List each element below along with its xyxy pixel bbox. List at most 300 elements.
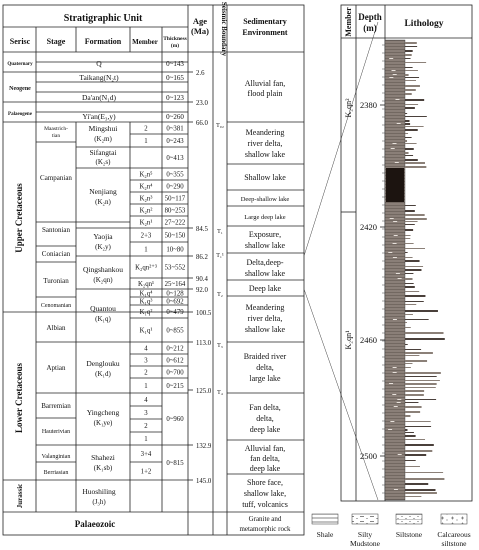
- env-shore-2: shallow lake,: [243, 489, 287, 498]
- boundary-t02: T₀₂: [216, 123, 224, 129]
- member-label: K₂n⁵: [139, 171, 153, 179]
- age-value: 66.0: [196, 120, 208, 127]
- stage-valanginian: Valanginian: [41, 454, 71, 460]
- lithology-bar: [405, 278, 413, 280]
- stage-barremian: Barremian: [41, 402, 71, 410]
- depth-label: 2420: [360, 222, 377, 232]
- member-label: 4: [144, 345, 148, 353]
- lithology-bar: [405, 126, 424, 127]
- stage-santonian: Santonian: [42, 226, 70, 234]
- env-delta: Delta,deep-: [246, 258, 284, 267]
- member-label: K₂n⁴: [139, 183, 153, 191]
- lithology-bar: [405, 89, 416, 91]
- env-deep-lake: Deep lake: [248, 284, 282, 293]
- lithology-lamina: [391, 148, 395, 149]
- member-thickness: 0~215: [166, 383, 184, 390]
- lithology-bar: [405, 155, 413, 156]
- depth-axis: [360, 45, 385, 493]
- lithology-bar: [405, 439, 425, 440]
- member-label: K₂qn¹: [137, 281, 155, 288]
- lithology-bar: [405, 406, 422, 408]
- series-palaeozoic: Palaeozoic: [74, 519, 116, 529]
- env-alluvial-2c: deep lake: [249, 464, 281, 473]
- member-label: K₂n¹: [139, 219, 153, 227]
- legend-mudstone: Mudstone: [350, 539, 380, 548]
- formation-mingshui-code: (K₂m): [94, 135, 112, 143]
- lithology-bar: [405, 349, 421, 350]
- legend-swatch-silty-mudstone: [352, 514, 378, 524]
- lithology-bar: [405, 399, 436, 400]
- env-alluvial-2b: fan delta,: [250, 454, 280, 463]
- lithology-bar: [405, 62, 426, 63]
- lithology-bar: [405, 148, 414, 150]
- lithology-bar: [405, 367, 411, 368]
- lithology-bar: [405, 273, 413, 274]
- lithology-bar: [405, 355, 419, 356]
- env-braided: Braided river: [243, 352, 287, 361]
- header-formation: Formation: [84, 37, 122, 46]
- formation-daan: Da'an(N₁d): [82, 93, 116, 102]
- member-thickness: 0~815: [166, 460, 184, 467]
- member-label: K₁q¹: [139, 327, 153, 335]
- formation-qingshankou: Qingshankou: [83, 265, 123, 274]
- lithology-bar: [405, 159, 418, 161]
- env-exposure: Exposure,: [248, 230, 282, 239]
- formation-huoshiling-code: (J₃h): [92, 498, 106, 506]
- lithology-bar: [405, 286, 415, 288]
- formation-denglouku: Denglouku: [86, 359, 120, 368]
- lithology-bar: [405, 248, 425, 249]
- lithology-bar: [405, 238, 410, 239]
- log-member-lower: K₂qn¹: [344, 330, 353, 350]
- lithology-lamina: [394, 406, 398, 407]
- age-value: 145.0: [196, 478, 212, 485]
- lithology-bar: [405, 344, 408, 345]
- header-sed-env: Sedimentary: [243, 17, 287, 26]
- lithology-bar: [405, 77, 419, 78]
- lithology-bar: [405, 450, 432, 452]
- member-thickness: 0~855: [166, 327, 184, 335]
- lithology-bar: [405, 415, 410, 417]
- lithology-bar: [405, 295, 425, 297]
- lithology-bar: [405, 162, 425, 164]
- member-label: K₂n²: [139, 207, 153, 215]
- env-fan-delta: Fan delta,: [249, 403, 281, 412]
- formation-taikang: Taikang(N₂t): [79, 73, 119, 82]
- lithology-lamina: [393, 243, 397, 244]
- lithology-bar: [405, 107, 415, 109]
- member-label: 2: [144, 423, 148, 430]
- age-value: 86.2: [196, 254, 208, 261]
- lithology-bar: [405, 104, 418, 105]
- header-stage: Stage: [46, 37, 66, 46]
- lithology-lamina: [393, 372, 397, 373]
- lithology-lamina: [388, 252, 392, 253]
- formation-quantou: Quantou: [90, 304, 116, 313]
- env-deep-shallow: Deep-shallow lake: [240, 196, 290, 203]
- lithology-bar: [405, 383, 437, 385]
- log-header-depth-unit: (m): [363, 23, 377, 33]
- member-thickness: 80~253: [164, 207, 186, 215]
- legend: [312, 514, 471, 548]
- lithology-bar: [405, 54, 412, 56]
- lithology-bar: [405, 472, 443, 473]
- lithology-bar: [405, 432, 414, 433]
- member-label: 2: [144, 125, 148, 133]
- header-seismic-boundary: Seismic Boundary: [220, 1, 228, 57]
- depth-label: 2460: [360, 335, 377, 345]
- lithology-lamina: [388, 429, 392, 430]
- lithology-lamina: [397, 402, 401, 403]
- lithology-bar: [405, 314, 413, 315]
- member-thickness: 0~700: [166, 369, 184, 377]
- lithology-lamina: [393, 221, 397, 222]
- lithology-bar: [405, 260, 420, 262]
- env-meandering-2c: shallow lake: [244, 325, 286, 334]
- env-shore: Shore face,: [247, 478, 283, 487]
- member-thickness: 0~243: [166, 138, 184, 145]
- member-thickness: 27~222: [164, 219, 186, 227]
- lithology-bar: [405, 376, 437, 377]
- lithology-bar: [405, 411, 420, 413]
- lithology-bar: [405, 67, 413, 68]
- formation-quantou-code: (K₁q): [95, 315, 111, 323]
- env-meandering-1: Meandering: [245, 128, 285, 137]
- lithology-lamina: [392, 70, 396, 71]
- member-label: 2+3: [140, 232, 152, 240]
- stage-maastrichtian: Maastrich-: [44, 126, 68, 132]
- lithology-bar: [405, 235, 411, 236]
- member-label: 1+2: [140, 468, 152, 476]
- env-alluvial-2: Alluvial fan,: [244, 444, 286, 453]
- lithology-bar: [405, 46, 417, 47]
- lithology-bar: [405, 283, 414, 284]
- formation-yaojia: Yaojia: [93, 232, 113, 241]
- env-braided-2: delta,: [256, 363, 274, 372]
- lithology-bar: [405, 319, 429, 320]
- stage-aptian: Aptian: [46, 364, 66, 372]
- member-label: K₂qn²⁺³: [135, 264, 157, 272]
- lithology-lamina: [398, 454, 402, 455]
- thickness-taikang: 0~165: [166, 74, 184, 82]
- age-value: 90.4: [196, 276, 208, 283]
- lithology-bar: [405, 352, 433, 354]
- lithology-bar: [405, 74, 409, 76]
- lithology-bar: [405, 304, 416, 305]
- stage-cenomanian: Cenomanian: [40, 303, 72, 309]
- lithology-lamina: [389, 58, 393, 59]
- member-label: K₁q⁴: [139, 290, 153, 298]
- member-label: 1: [144, 436, 148, 443]
- member-label: 1: [144, 138, 148, 145]
- member-thickness: 0~413: [166, 155, 184, 162]
- stage-hauterivian: Hauterivian: [41, 429, 71, 435]
- lithology-lamina: [389, 383, 393, 384]
- formation-denglouku-code: (K₁d): [95, 370, 111, 378]
- member-thickness: 0~692: [166, 298, 184, 306]
- formation-qingshankou-code: (K₂qn): [93, 276, 113, 284]
- lithology-bar: [405, 360, 427, 362]
- lithology-bar: [405, 387, 436, 388]
- legend-swatch-shale: [312, 514, 338, 524]
- lithology-lamina: [394, 489, 398, 490]
- header-thickness-unit: (m): [170, 43, 180, 49]
- lithology-lamina: [395, 99, 399, 100]
- age-value: 2.6: [196, 70, 205, 77]
- member-label: K₁q³: [139, 298, 153, 306]
- env-granite-2: metamorphic rock: [239, 525, 291, 533]
- lithology-bar: [405, 466, 420, 467]
- member-label: 4: [144, 397, 148, 404]
- lithology-bar: [405, 80, 416, 81]
- lithology-bar: [405, 137, 412, 138]
- member-thickness: 0~355: [166, 171, 184, 179]
- formation-nenjiang-code: (K₂n): [95, 198, 111, 206]
- lithology-bar: [405, 123, 410, 125]
- lithology-bar: [405, 85, 420, 87]
- member-label: K₁q²: [139, 309, 153, 316]
- depth-label: 2500: [360, 451, 377, 461]
- lithology-bar: [405, 372, 441, 374]
- seismic-boundaries: [216, 123, 224, 396]
- formation-q: Q: [96, 59, 102, 68]
- lithology-bar: [405, 478, 444, 480]
- lithology-bar: [405, 205, 416, 206]
- env-granite: Granite and: [248, 515, 282, 523]
- age-column: [188, 70, 212, 485]
- formation-yian: Yi'an(E₃,y): [82, 112, 116, 121]
- env-alluvial-2: flood plain: [247, 89, 283, 98]
- stage-albian: Albian: [46, 324, 66, 332]
- env-alluvial: Alluvial fan,: [244, 79, 286, 88]
- env-meandering-1c: shallow lake: [244, 150, 286, 159]
- stage-coniacian: Coniacian: [41, 250, 71, 258]
- member-label: 3: [144, 357, 148, 365]
- member-thickness: 0~960: [166, 416, 184, 423]
- table-title: Stratigraphic Unit: [63, 13, 143, 24]
- legend-calcareous: Calcareous: [437, 530, 471, 539]
- lithology-bar: [405, 390, 424, 392]
- lithology-bar: [405, 421, 431, 422]
- age-value: 84.5: [196, 226, 208, 233]
- formation-yingcheng-code: (K₁ye): [93, 419, 113, 427]
- env-meandering-2: Meandering: [245, 303, 285, 312]
- member-thickness: 0~128: [166, 290, 184, 298]
- age-value: 23.0: [196, 100, 208, 107]
- header-series: Serisc: [9, 37, 31, 46]
- lithology-bar: [405, 133, 408, 134]
- member-thickness: 25~164: [164, 281, 186, 288]
- formation-yaojia-code: (K₂y): [95, 243, 111, 251]
- lithology-lamina: [392, 394, 396, 395]
- log-header-depth: Depth: [358, 12, 382, 22]
- member-label: 3: [144, 410, 148, 417]
- legend-swatch-calcareous-siltstone: [441, 514, 467, 524]
- lithology-lamina: [389, 77, 393, 78]
- legend-shale: Shale: [316, 530, 334, 539]
- formation-sifangtai: Sifangtai: [89, 148, 117, 157]
- lithology-bar: [405, 394, 424, 396]
- member-label: 2: [144, 369, 148, 377]
- lithology-bar: [405, 116, 427, 117]
- lithology-bar: [405, 140, 407, 142]
- member-thickness: 0~290: [166, 183, 184, 191]
- age-value: 132.9: [196, 443, 212, 450]
- age-value: 113.0: [196, 340, 212, 347]
- lithology-bar: [405, 444, 434, 446]
- boundary-t4: T₄: [217, 390, 223, 396]
- lithology-bar: [405, 338, 445, 340]
- lithology-bar: [405, 363, 412, 364]
- lithology-lamina: [397, 399, 401, 400]
- member-cells: [135, 126, 186, 476]
- lithology-bar: [405, 332, 444, 334]
- lithology-lamina: [393, 319, 397, 320]
- age-value: 125.0: [196, 388, 212, 395]
- lithology-lamina: [396, 273, 400, 274]
- lithology-bar: [405, 252, 408, 253]
- formation-nenjiang: Nenjiang: [89, 187, 117, 196]
- env-delta-2: shallow lake: [244, 269, 286, 278]
- lithology-lamina: [390, 421, 394, 422]
- lithology-log: [341, 5, 472, 501]
- series-quaternary: Quaternary: [7, 62, 33, 67]
- member-thickness: 0~479: [166, 309, 184, 316]
- formation-sifangtai-code: (K₂s): [95, 158, 111, 166]
- header-age-unit: (Ma): [191, 26, 209, 36]
- env-exposure-2: shallow lake: [244, 241, 286, 250]
- header-member: Member: [132, 38, 158, 46]
- member-thickness: 0~381: [166, 125, 184, 133]
- lithology-bar: [405, 221, 418, 222]
- stratigraphic-table: [3, 2, 304, 535]
- log-header-member: Member: [344, 7, 353, 37]
- lithology-bar: [405, 380, 440, 381]
- boundary-t2: T₂: [217, 292, 223, 298]
- lithology-bar: [405, 99, 424, 101]
- lithology-bar: [405, 129, 418, 131]
- env-meandering-1b: river delta,: [247, 139, 283, 148]
- legend-silty: Silty: [357, 530, 373, 539]
- lithology-bar: [405, 120, 410, 122]
- formation-shahezi-code: (K₁sb): [93, 464, 113, 472]
- member-thickness: 53~552: [164, 264, 186, 272]
- series-palaeogene: Palaeogene: [8, 112, 32, 117]
- lithology-bar: [405, 483, 428, 485]
- stage-turonian: Turonian: [43, 277, 69, 285]
- formation-yingcheng: Yingcheng: [86, 408, 120, 417]
- lithology-bar: [405, 454, 426, 456]
- lithology-bar: [405, 214, 425, 216]
- lithology-bar: [405, 50, 413, 52]
- lithology-lamina: [393, 74, 397, 75]
- lithology-bar: [405, 266, 423, 267]
- member-label: 1: [144, 383, 148, 390]
- series-neogene: Neogene: [9, 86, 31, 92]
- member-label: 1: [144, 246, 148, 254]
- legend-siltstone: Siltstone: [395, 530, 423, 539]
- lithology-bar: [405, 58, 411, 59]
- stage-campanian: Campanian: [40, 174, 72, 182]
- header-thickness: Thickness: [163, 36, 187, 42]
- lithology-lamina: [398, 278, 402, 279]
- lithology-lamina: [393, 257, 397, 258]
- lithology-bar: [405, 42, 417, 44]
- lithology-bar: [405, 229, 413, 231]
- header-sed-env-2: Environment: [242, 28, 288, 37]
- series-upper-cretaceous: Upper Cretaceous: [14, 183, 24, 253]
- env-large-deep: Large deep lake: [244, 214, 286, 221]
- lithology-bar: [405, 489, 436, 491]
- thickness-q: 0~143: [166, 60, 184, 68]
- lithology-lamina: [393, 143, 397, 144]
- lithology-lamina: [390, 218, 394, 219]
- member-label: K₂n³: [139, 195, 153, 203]
- lithology-bar: [405, 460, 416, 461]
- lithology-bar: [405, 492, 437, 494]
- lithology-bar: [405, 166, 426, 168]
- lithology-bar: [405, 93, 412, 95]
- age-value: 100.5: [196, 310, 212, 317]
- thickness-yian: 0~260: [166, 113, 184, 121]
- lithology-bar: [405, 301, 424, 302]
- sedimentary-environments: [227, 79, 304, 533]
- lithology-bar: [405, 224, 415, 225]
- boundary-t1-1: T₁¹: [216, 253, 224, 259]
- lithology-bar: [405, 291, 419, 292]
- formation-huoshiling: Huoshiling: [82, 487, 116, 496]
- legend-swatch-siltstone: [396, 514, 422, 524]
- lithology-bar: [405, 218, 427, 220]
- series-jurassic: Jurassic: [16, 483, 24, 509]
- stage-berriasian: Berriasian: [43, 470, 69, 476]
- lithology-bar: [405, 402, 418, 403]
- lithology-bar: [405, 322, 407, 323]
- env-fan-delta-2: delta,: [256, 414, 274, 423]
- stage-maastrichtian-2: tian: [51, 133, 61, 139]
- log-header-lithology: Lithology: [404, 19, 444, 29]
- lithology-lamina: [394, 235, 398, 236]
- formation-shahezi: Shahezi: [91, 453, 115, 462]
- formation-mingshui: Mingshui: [88, 124, 118, 133]
- boundary-t1: T₁: [217, 229, 223, 235]
- env-meandering-2b: river delta,: [247, 314, 283, 323]
- log-member-upper: K₂qn²: [344, 98, 353, 118]
- lithology-bar: [405, 152, 409, 154]
- env-shallow-lake: Shallow lake: [244, 173, 286, 182]
- member-thickness: 50~150: [164, 232, 186, 240]
- env-shore-3: tuff, volcanics: [242, 500, 288, 509]
- lithology-lamina: [393, 367, 397, 368]
- lithology-lamina: [397, 123, 401, 124]
- lithology-bar: [405, 327, 411, 328]
- depth-label: 2380: [360, 100, 377, 110]
- lithology-column: [385, 40, 405, 500]
- age-value: 92.0: [196, 287, 208, 294]
- lithology-bar: [405, 429, 407, 431]
- lithology-bar: [405, 257, 413, 258]
- member-thickness: 0~612: [166, 357, 184, 365]
- member-thickness: 50~117: [164, 195, 186, 203]
- boundary-t3: T₃: [217, 343, 223, 349]
- lithology-bar: [405, 310, 438, 312]
- env-fan-delta-3: deep lake: [249, 425, 281, 434]
- lithology-bar: [405, 210, 415, 212]
- header-age: Age: [192, 16, 208, 26]
- series-lower-cretaceous: Lower Cretaceous: [14, 363, 24, 433]
- dark-band: [386, 168, 404, 202]
- thickness-daan: 0~123: [166, 94, 184, 102]
